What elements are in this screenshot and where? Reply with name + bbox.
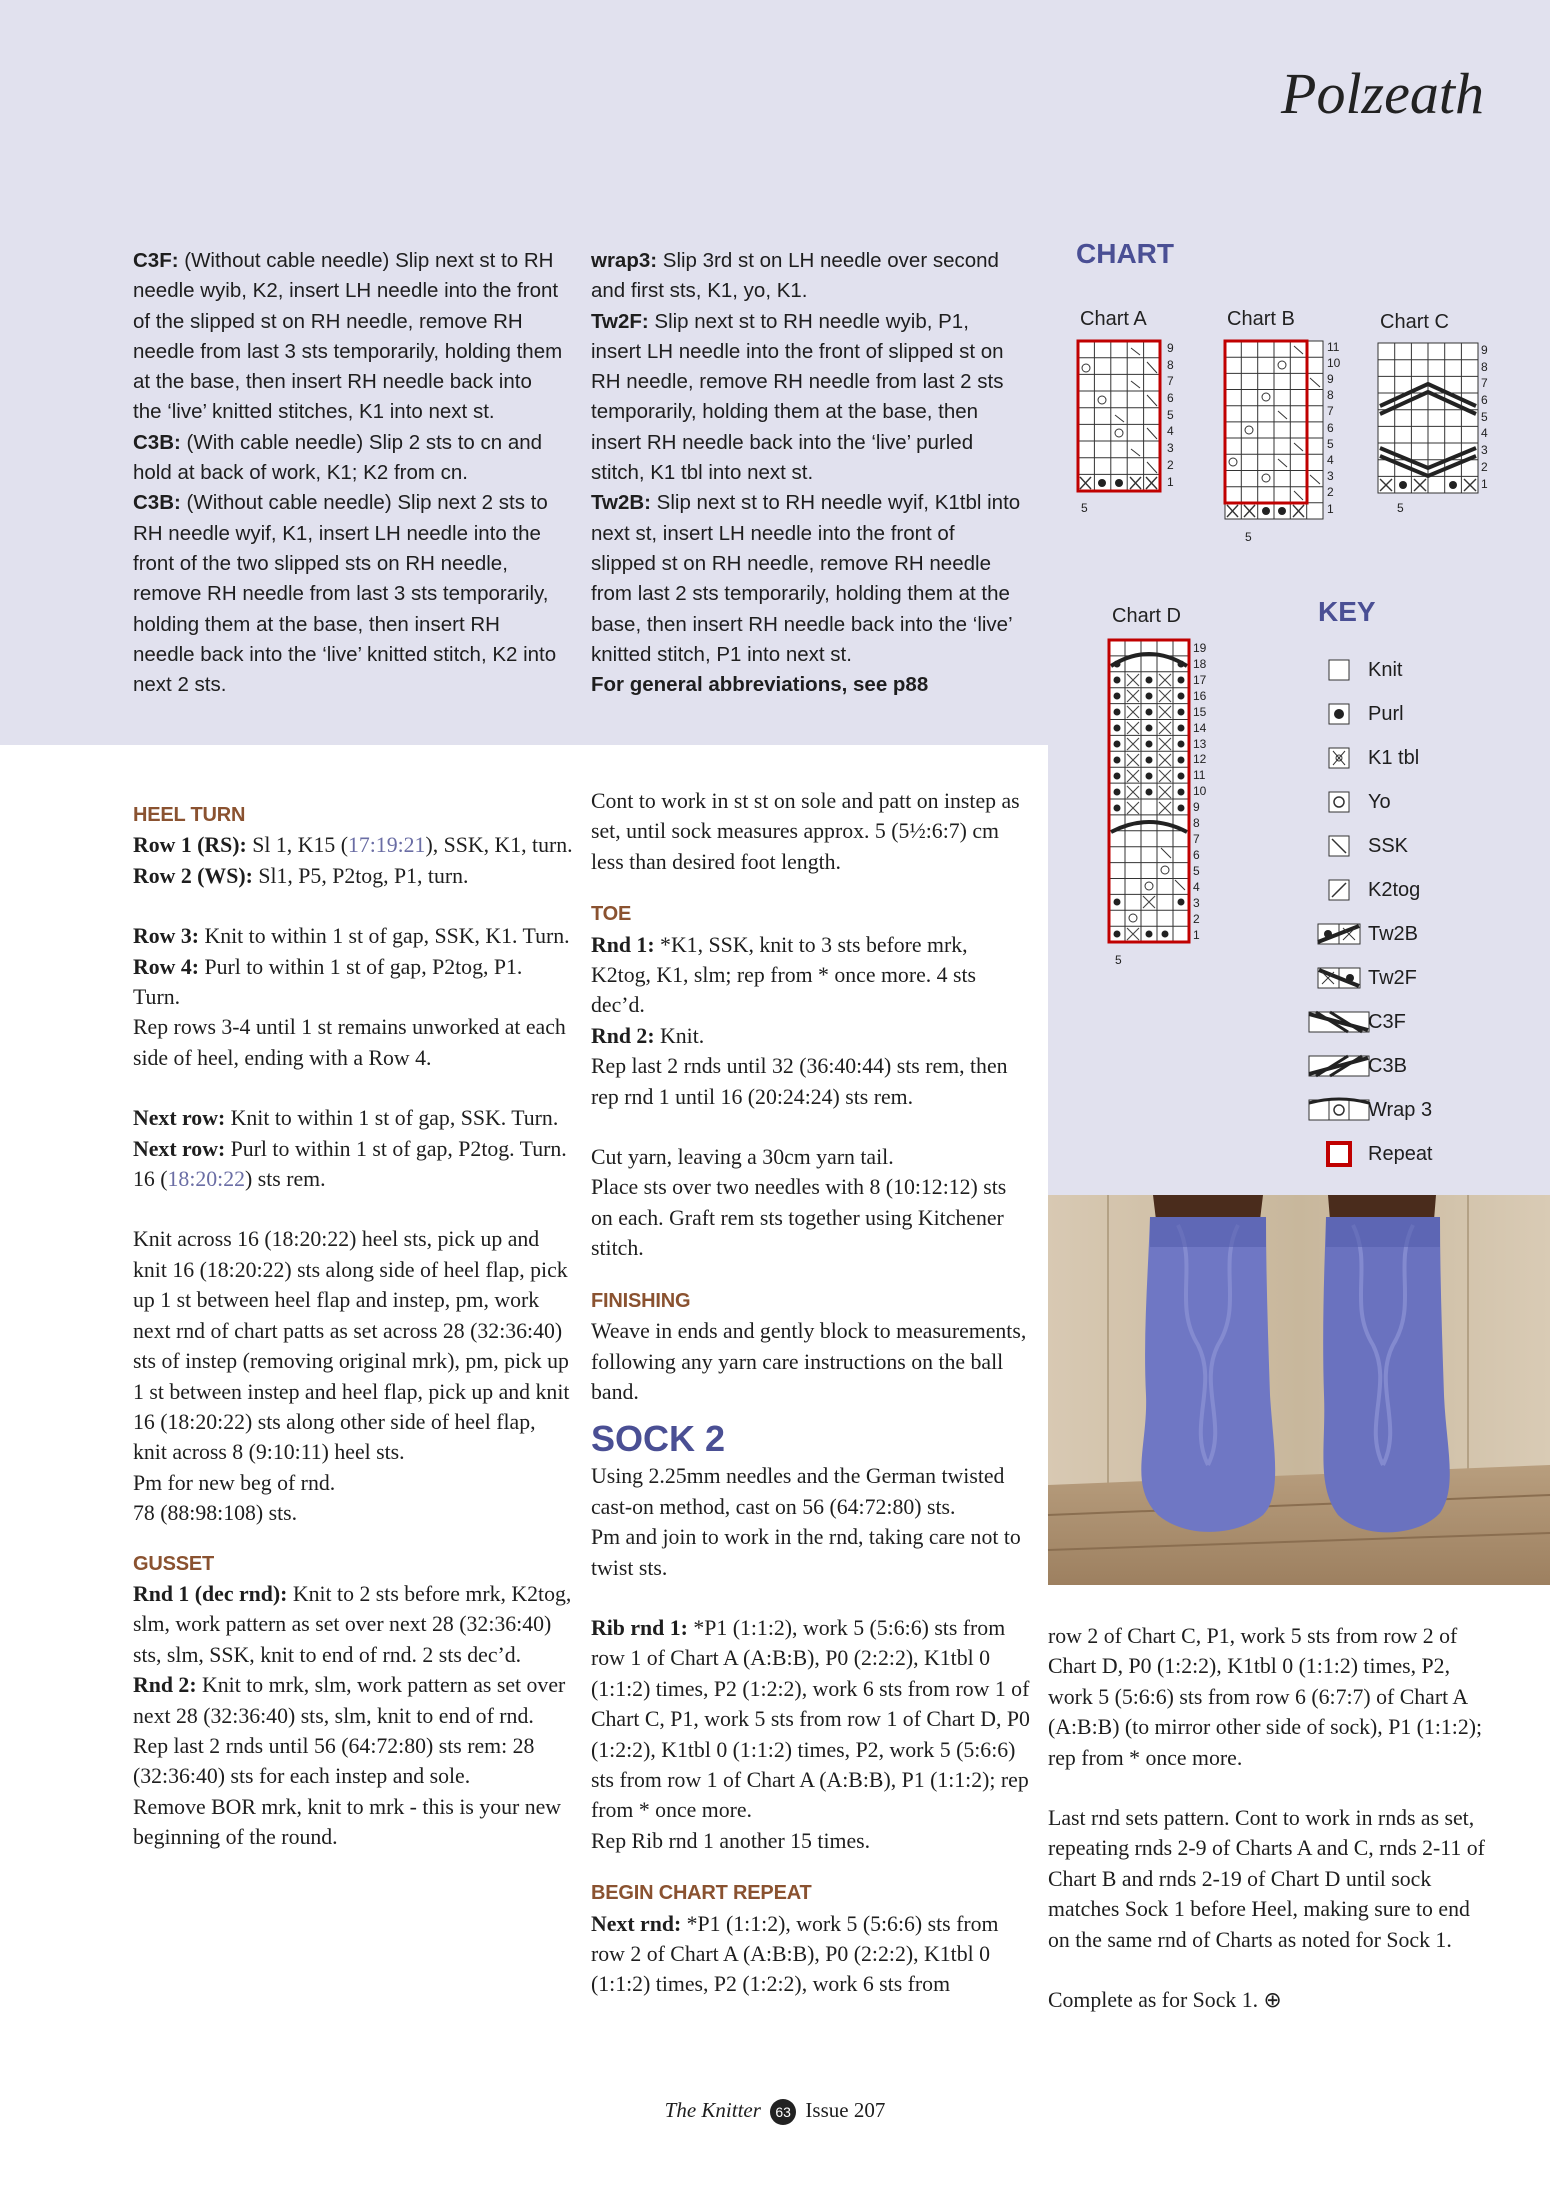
chart-b-row-9: 9 bbox=[1327, 372, 1334, 386]
toe-repeat: Rep last 2 rnds until 32 (36:40:44) sts rem, then rep rnd 1 until 16 (20:24:24) sts rem. bbox=[591, 1054, 1008, 1109]
chart-b-label: Chart B bbox=[1227, 308, 1295, 330]
page-footer bbox=[0, 2098, 1550, 2125]
heel-remaining: 16 (18:20:22) sts rem. bbox=[133, 1167, 326, 1192]
sock-2-heading: SOCK 2 bbox=[591, 1418, 726, 1460]
chart-d-label: Chart D bbox=[1112, 605, 1181, 627]
sock2-cast-on: Using 2.25mm needles and the German twisted cast-on method, cast on 56 (64:72:80) sts. bbox=[591, 1464, 1005, 1519]
column-right bbox=[1048, 1621, 1488, 2016]
foot-continue: Cont to work in st st on sole and patt on instep as set, until sock measures approx. 5 (5½:6:7) cm less than desired foot length. bbox=[591, 789, 1020, 874]
yo-circle-icon bbox=[1328, 791, 1350, 813]
chart-heading: CHART bbox=[1076, 238, 1174, 269]
chart-c-row-5: 5 bbox=[1481, 410, 1488, 424]
chart-a-row-9: 9 bbox=[1167, 341, 1174, 355]
chart-d-row-10: 10 bbox=[1193, 784, 1207, 798]
chart-c-label: Chart C bbox=[1380, 311, 1449, 333]
chart-b-row-7: 7 bbox=[1327, 404, 1334, 418]
key-knit: Knit bbox=[1310, 648, 1433, 692]
chart-d-row-1: 1 bbox=[1193, 928, 1200, 942]
chart-c-row-2: 2 bbox=[1481, 460, 1488, 474]
gusset-rnd-2: Rnd 2: Knit to mrk, slm, work pattern as set over next 28 (32:36:40) sts, slm, knit to end of rnd. bbox=[133, 1673, 566, 1728]
chart-b-row-11: 11 bbox=[1327, 340, 1340, 354]
heel-row-1: Row 1 (RS): Sl 1, K15 (17:19:21), SSK, K1, turn. bbox=[133, 833, 573, 858]
rib-repeat: Rep Rib rnd 1 another 15 times. bbox=[591, 1828, 871, 1853]
chart-a-row-3: 3 bbox=[1167, 441, 1174, 455]
page-number: 63 bbox=[770, 2099, 796, 2125]
chart-repeat-next-rnd: Next rnd: *P1 (1:1:2), work 5 (5:6:6) sts from row 2 of Chart A (A:B:B), P0 (2:2:2), K1tbl 0 (1:1:2) times, P2 (1:2:2), work 6 sts from bbox=[591, 1911, 999, 1997]
key-yo: Yo bbox=[1310, 780, 1433, 824]
abbrev-tw2b: Tw2B: Slip next st to RH needle wyif, K1tbl into next st, insert LH needle into the front of slipped st on RH needle, remove RH needle from last 2 sts temporarily, holding them at the base, then insert RH needle back into the ‘live’ knitted stitch, P1 into next st. bbox=[591, 491, 1021, 666]
chart-b-row-10: 10 bbox=[1327, 356, 1341, 370]
abbrev-c3f: C3F: (Without cable needle) Slip next st to RH needle wyib, K2, insert LH needle into the front of the slipped st on RH needle, remove RH needle from last 3 sts temporarily, holding them at the base, then insert RH needle back into the ‘live’ knitted stitches, K1 into next st. bbox=[133, 249, 563, 424]
chart-a-label: Chart A bbox=[1080, 308, 1147, 330]
chart-a-row-2: 2 bbox=[1167, 458, 1174, 472]
abbrev-wrap3: wrap3: Slip 3rd st on LH needle over second and first sts, K1, yo, K1. bbox=[591, 249, 999, 303]
chart-a-row-8: 8 bbox=[1167, 358, 1174, 372]
right-complete: Complete as for Sock 1. ⊕ bbox=[1048, 1988, 1282, 2014]
gusset-repeat: Rep last 2 rnds until 56 (64:72:80) sts rem: 28 (32:36:40) sts for each instep and sole. bbox=[133, 1733, 535, 1789]
purl-dot-icon bbox=[1328, 703, 1350, 725]
gusset-rnd-1: Rnd 1 (dec rnd): Knit to 2 sts before mrk, K2tog, slm, work pattern as set over next 28 (32:36:40) sts, slm, SSK, knit to end of rnd. 2 sts dec’d. bbox=[133, 1581, 572, 1667]
chart-b-row-8: 8 bbox=[1327, 388, 1334, 402]
toe-graft: Place sts over two needles with 8 (10:12:12) sts on each. Graft rem sts together using Kitchener stitch. bbox=[591, 1175, 1007, 1261]
sock2-join: Pm and join to work in the rnd, taking care not to twist sts. bbox=[591, 1525, 1021, 1580]
heel-next-row-2: Next row: Purl to within 1 st of gap, P2tog. Turn. bbox=[133, 1136, 567, 1161]
key-repeat: Repeat bbox=[1310, 1132, 1433, 1176]
sock-photo bbox=[1048, 1195, 1550, 1585]
key-k2tog: K2tog bbox=[1310, 868, 1433, 912]
chart-c-row-4: 4 bbox=[1481, 426, 1488, 440]
chart-d-row-17: 17 bbox=[1193, 673, 1207, 687]
chart-b bbox=[1222, 338, 1341, 550]
chart-d-row-4: 4 bbox=[1193, 880, 1200, 894]
chart-b-width: 5 bbox=[1245, 530, 1252, 544]
chart-b-row-6: 6 bbox=[1327, 421, 1334, 435]
key-purl: Purl bbox=[1310, 692, 1433, 736]
heel-turn-heading: HEEL TURN bbox=[133, 804, 246, 826]
chart-a-row-6: 6 bbox=[1167, 391, 1174, 405]
chart-d-row-19: 19 bbox=[1193, 641, 1207, 655]
magazine-name: The Knitter bbox=[664, 2098, 761, 2122]
chart-c-width: 5 bbox=[1397, 501, 1404, 515]
wrap3-icon bbox=[1308, 1099, 1370, 1121]
chart-b-row-2: 2 bbox=[1327, 485, 1334, 499]
heel-pickup: Knit across 16 (18:20:22) heel sts, pick up and knit 16 (18:20:22) sts along side of heel flap, pick up 1 st between heel flap and instep, pm, work next rnd of chart patts as set across 28 (32:36:40) sts of instep (removing original mrk), pm, pick up 1 st between instep and heel flap, pick up and knit 16 (18:20:22) sts along other side of heel flap, knit across 8 (9:10:11) heel sts. bbox=[133, 1227, 570, 1465]
c3b-cable-icon bbox=[1308, 1055, 1370, 1077]
chart-d-row-5: 5 bbox=[1193, 864, 1200, 878]
key-tw2f: Tw2F bbox=[1310, 956, 1433, 1000]
finishing-text: Weave in ends and gently block to measurements, following any yarn care instructions on the ball band. bbox=[591, 1319, 1027, 1404]
knit-square-icon bbox=[1328, 659, 1350, 681]
chart-c-row-8: 8 bbox=[1481, 360, 1488, 374]
tw2b-cable-icon bbox=[1317, 923, 1361, 945]
chart-b-row-1: 1 bbox=[1327, 502, 1334, 516]
chart-d-row-7: 7 bbox=[1193, 832, 1200, 846]
chart-d bbox=[1105, 636, 1215, 971]
chart-d-row-15: 15 bbox=[1193, 705, 1207, 719]
chart-key bbox=[1310, 648, 1433, 1176]
heel-repeat: Rep rows 3-4 until 1 st remains unworked at each side of heel, ending with a Row 4. bbox=[133, 1015, 566, 1070]
chart-c-row-9: 9 bbox=[1481, 343, 1488, 357]
right-pattern: Last rnd sets pattern. Cont to work in rnds as set, repeating rnds 2-9 of Charts A and C, rnds 2-11 of Chart B and rnds 2-19 of Chart D until sock matches Sock 1 before Heel, making sure to end on the same rnd of Charts as noted for Sock 1. bbox=[1048, 1806, 1485, 1952]
chart-d-row-12: 12 bbox=[1193, 752, 1207, 766]
heel-row-4: Row 4: Purl to within 1 st of gap, P2tog, P1. Turn. bbox=[133, 954, 523, 1010]
chart-c bbox=[1375, 340, 1488, 522]
k2tog-slash-icon bbox=[1328, 879, 1350, 901]
heel-pm: Pm for new beg of rnd. bbox=[133, 1470, 336, 1495]
c3f-cable-icon bbox=[1308, 1011, 1370, 1033]
abbrev-c3b: C3B: (Without cable needle) Slip next 2 sts to RH needle wyif, K1, insert LH needle into the front of the two slipped sts on RH needle, remove RH needle from last 3 sts temporarily, holding them at the base, then insert RH needle back into the ‘live’ knitted stitch, K2 into next 2 sts. bbox=[133, 491, 557, 697]
toe-heading: TOE bbox=[591, 903, 632, 926]
chart-d-row-14: 14 bbox=[1193, 721, 1207, 735]
chart-a bbox=[1075, 338, 1185, 520]
chart-d-width: 5 bbox=[1115, 953, 1122, 967]
k1tbl-cross-icon bbox=[1328, 747, 1350, 769]
issue-number: Issue 207 bbox=[805, 2098, 886, 2122]
chart-d-row-9: 9 bbox=[1193, 800, 1200, 814]
abbreviations-left bbox=[133, 246, 563, 700]
heel-sts: 78 (88:98:108) sts. bbox=[133, 1501, 298, 1526]
chart-b-row-4: 4 bbox=[1327, 453, 1334, 467]
chart-a-row-5: 5 bbox=[1167, 408, 1174, 422]
key-wrap3: Wrap 3 bbox=[1310, 1088, 1433, 1132]
key-ssk: SSK bbox=[1310, 824, 1433, 868]
rib-rnd-1: Rib rnd 1: *P1 (1:1:2), work 5 (5:6:6) sts from row 1 of Chart A (A:B:B), P0 (2:2:2), K1tbl 0 (1:1:2) times, P2 (1:2:2), work 6 sts from row 1 of Chart C, P1, work 5 sts from row 1 of Chart D, P0 (1:2:2), K1tbl 0 (1:1:2) times, P2, work 5 (5:6:6) sts from row 1 of Chart A (A:B:B), P1 (1:1:2); rep from * once more. bbox=[591, 1615, 1030, 1823]
chart-a-row-4: 4 bbox=[1167, 424, 1174, 438]
abbrev-c3b-cn: C3B: (With cable needle) Slip 2 sts to cn and hold at back of work, K1; K2 from cn. bbox=[133, 430, 543, 485]
end-mark-icon: ⊕ bbox=[1263, 1988, 1282, 2014]
toe-rnd-2: Rnd 2: Knit. bbox=[591, 1023, 705, 1048]
chart-d-row-13: 13 bbox=[1193, 737, 1207, 751]
abbrev-note: For general abbreviations, see p88 bbox=[591, 673, 929, 697]
finishing-heading: FINISHING bbox=[591, 1289, 691, 1312]
toe-cut: Cut yarn, leaving a 30cm yarn tail. bbox=[591, 1145, 894, 1170]
chart-a-width: 5 bbox=[1081, 501, 1088, 515]
chart-d-row-11: 11 bbox=[1193, 768, 1206, 782]
chart-d-row-8: 8 bbox=[1193, 816, 1200, 830]
column-left bbox=[133, 786, 573, 1853]
key-tw2b: Tw2B bbox=[1310, 912, 1433, 956]
chart-d-row-6: 6 bbox=[1193, 848, 1200, 862]
heel-row-3: Row 3: Knit to within 1 st of gap, SSK, K1. Turn. bbox=[133, 924, 570, 949]
key-heading: KEY bbox=[1318, 596, 1376, 627]
chart-c-row-3: 3 bbox=[1481, 443, 1488, 457]
chart-b-row-5: 5 bbox=[1327, 437, 1334, 451]
key-c3f: C3F bbox=[1310, 1000, 1433, 1044]
key-c3b: C3B bbox=[1310, 1044, 1433, 1088]
heel-next-row-1: Next row: Knit to within 1 st of gap, SSK. Turn. bbox=[133, 1106, 559, 1131]
tw2f-cable-icon bbox=[1317, 967, 1361, 989]
chart-a-row-7: 7 bbox=[1167, 374, 1174, 388]
page-title: Polzeath bbox=[1281, 61, 1484, 126]
right-continue: row 2 of Chart C, P1, work 5 sts from row 2 of Chart D, P0 (1:2:2), K1tbl 0 (1:1:2) times, P2, work 5 (5:6:6) sts from row 6 (6:7:7) of Chart A (A:B:B) (to mirror other side of sock), P1 (1:1:2); rep from * once more. bbox=[1048, 1624, 1483, 1770]
column-mid bbox=[591, 786, 1031, 2000]
gusset-heading: GUSSET bbox=[133, 1552, 215, 1575]
chart-d-row-3: 3 bbox=[1193, 896, 1200, 910]
key-k1tbl: K1 tbl bbox=[1310, 736, 1433, 780]
chart-b-row-3: 3 bbox=[1327, 469, 1334, 483]
chart-d-row-2: 2 bbox=[1193, 912, 1200, 926]
begin-chart-repeat-heading: BEGIN CHART REPEAT bbox=[591, 1882, 812, 1905]
chart-c-row-6: 6 bbox=[1481, 393, 1488, 407]
abbreviations-mid bbox=[591, 246, 1021, 700]
repeat-box-icon bbox=[1326, 1141, 1352, 1167]
abbrev-tw2f: Tw2F: Slip next st to RH needle wyib, P1, insert LH needle into the front of slipped st on RH needle, remove RH needle from last 2 sts temporarily, holding them at the base, then insert RH needle back into the ‘live’ purled stitch, K1 tbl into next st. bbox=[591, 309, 1004, 485]
chart-c-row-1: 1 bbox=[1481, 477, 1488, 491]
ssk-slash-icon bbox=[1328, 835, 1350, 857]
chart-c-row-7: 7 bbox=[1481, 376, 1488, 390]
heel-row-2: Row 2 (WS): Sl1, P5, P2tog, P1, turn. bbox=[133, 863, 469, 888]
chart-a-row-1: 1 bbox=[1167, 475, 1174, 489]
gusset-bor: Remove BOR mrk, knit to mrk - this is your new beginning of the round. bbox=[133, 1794, 562, 1850]
chart-d-row-18: 18 bbox=[1193, 657, 1207, 671]
chart-d-row-16: 16 bbox=[1193, 689, 1207, 703]
toe-rnd-1: Rnd 1: *K1, SSK, knit to 3 sts before mrk, K2tog, K1, slm; rep from * once more. 4 sts dec’d. bbox=[591, 932, 977, 1018]
